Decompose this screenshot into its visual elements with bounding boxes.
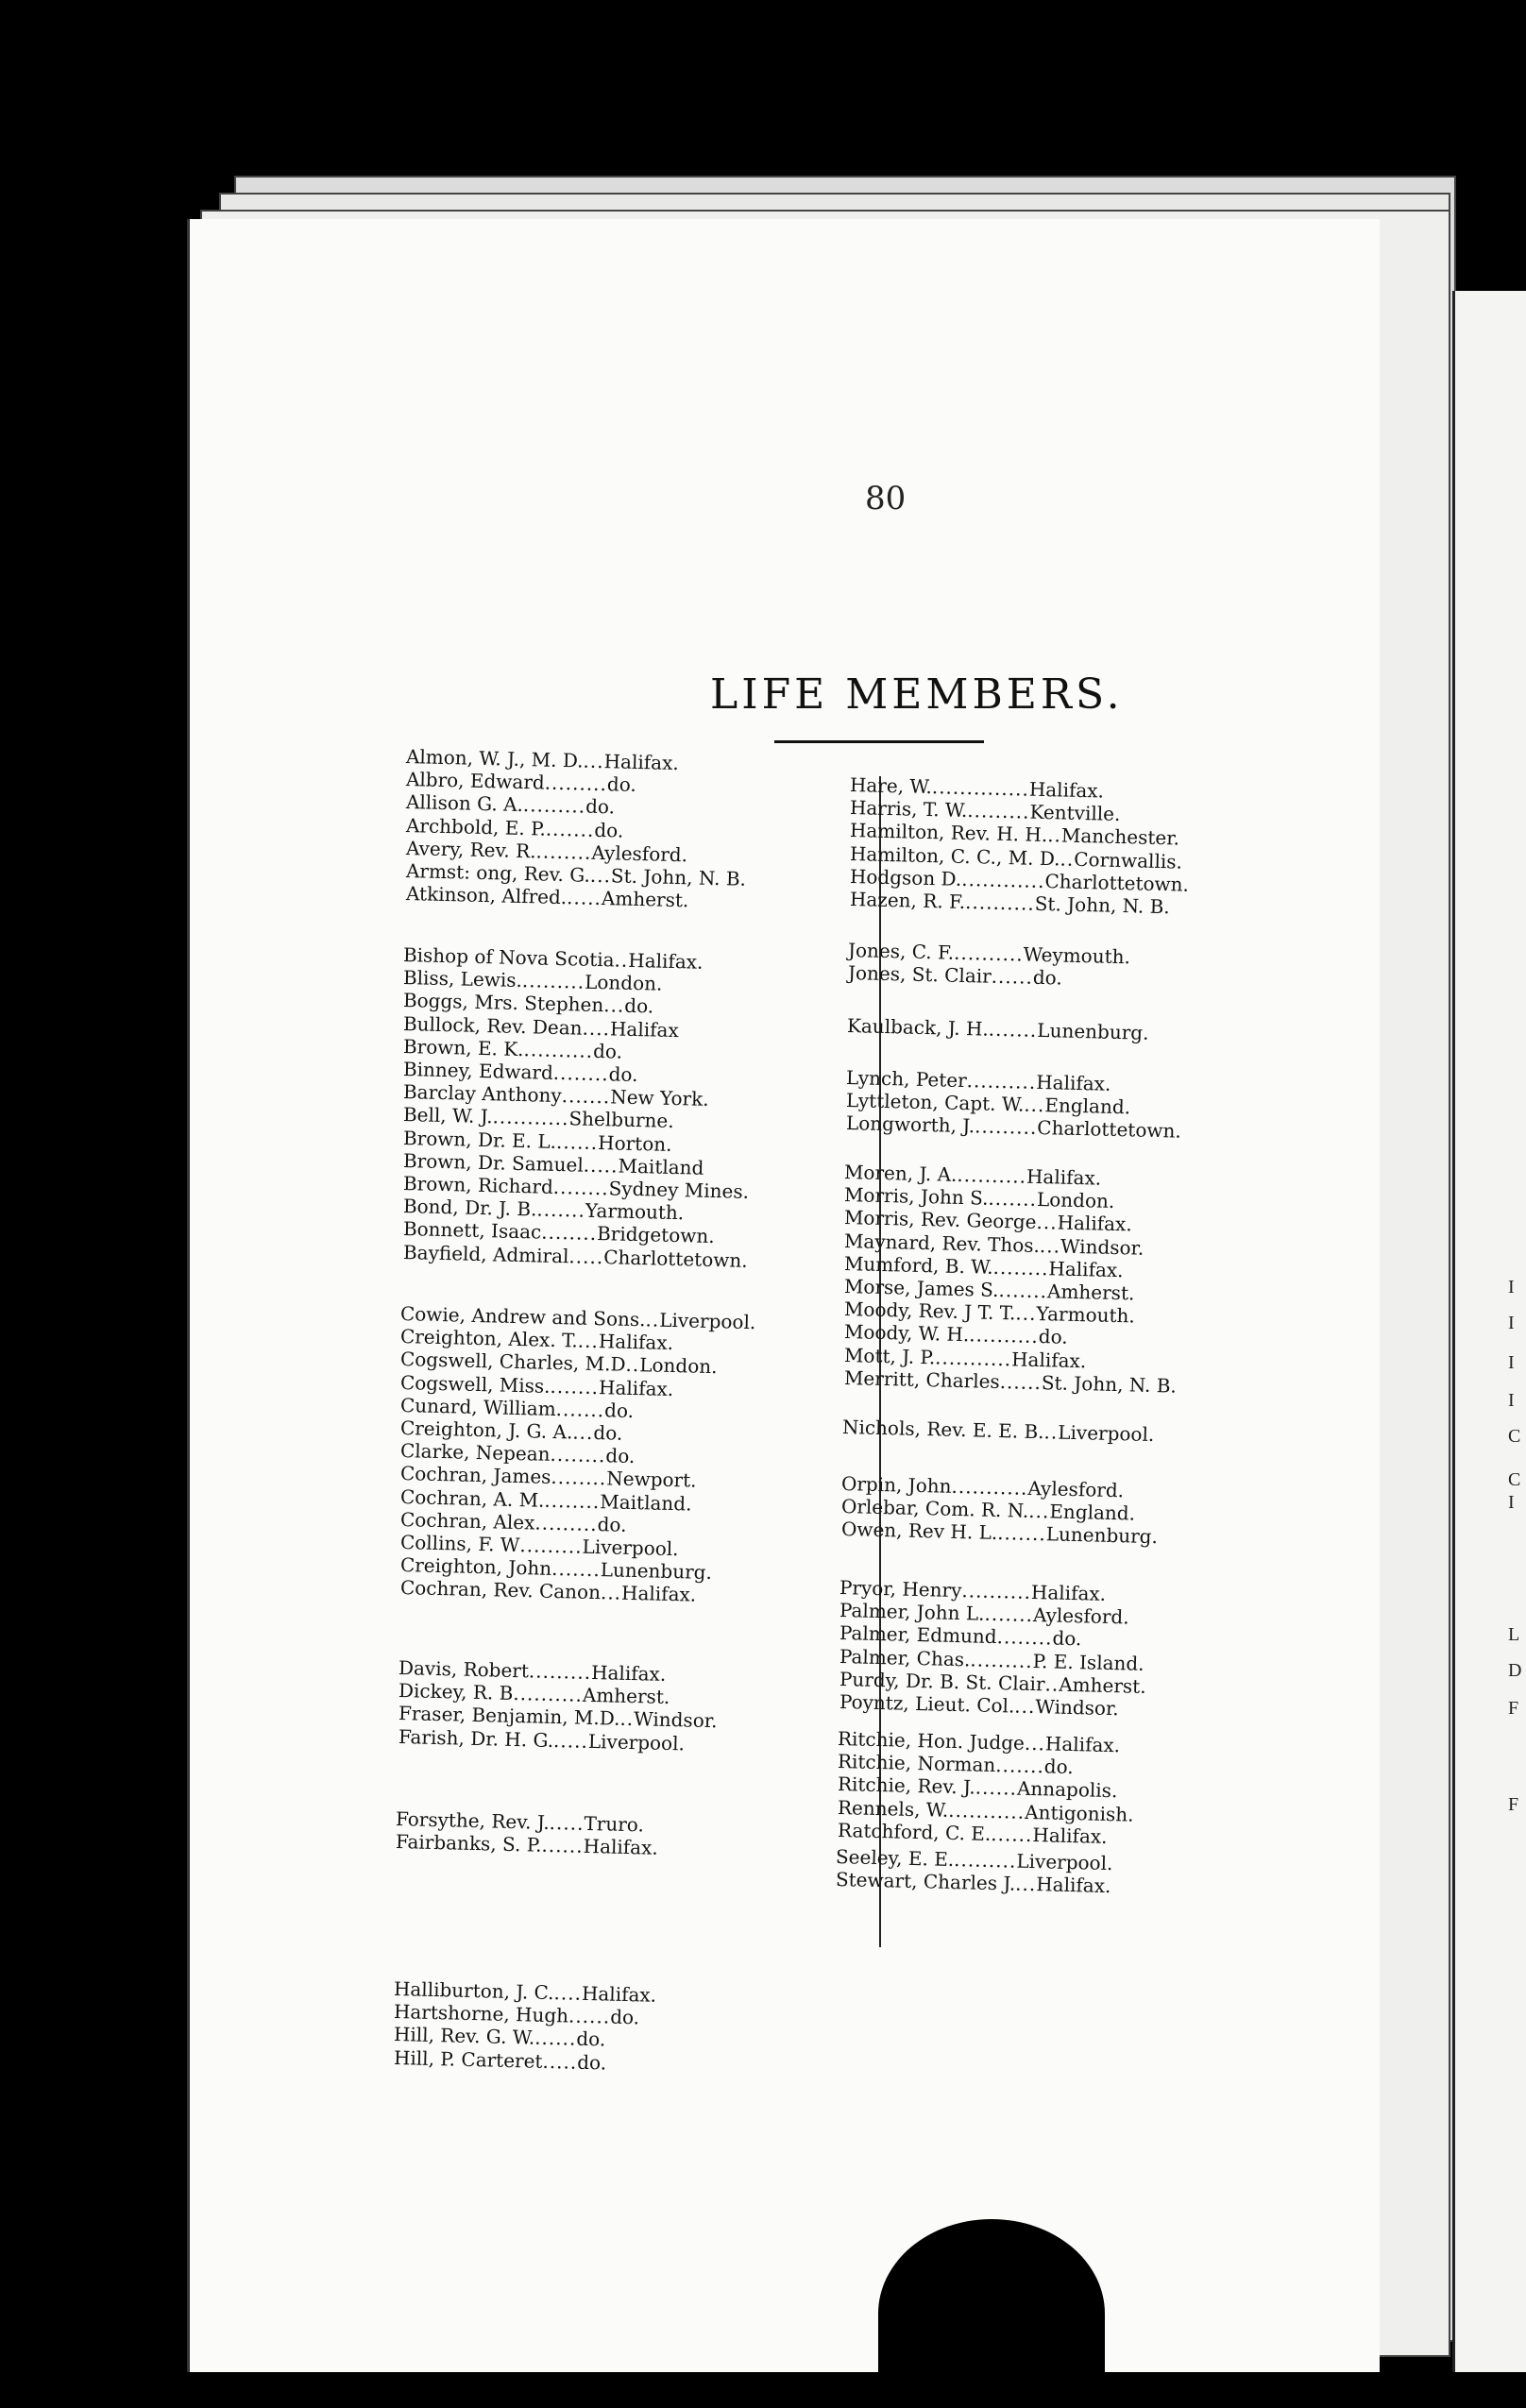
leader-dots: ......... xyxy=(521,969,585,993)
member-name: Bell, W. J. xyxy=(402,1103,493,1128)
member-name: Palmer, John L. xyxy=(839,1599,985,1625)
leader-dots: ....... xyxy=(984,1602,1034,1627)
member-name: Dickey, R. B xyxy=(398,1679,514,1705)
member-name: Pryor, Henry xyxy=(839,1576,962,1603)
member-place: Halifax. xyxy=(620,1582,697,1607)
leader-dots: ......... xyxy=(519,1534,583,1558)
facing-page-letter: D xyxy=(1508,1660,1522,1681)
member-name: Ritchie, Norman xyxy=(837,1750,996,1777)
member-place: Windsor. xyxy=(1035,1695,1120,1721)
member-place: Liverpool. xyxy=(1057,1420,1155,1447)
member-name: Brown, Dr. Samuel xyxy=(402,1148,585,1177)
member-place: do. xyxy=(605,1444,636,1468)
member-name: Morris, John S. xyxy=(843,1183,989,1210)
member-name: Archbold, E. P. xyxy=(405,813,547,840)
member-place: Kentville. xyxy=(1029,800,1121,826)
member-name: Palmer, Edmund xyxy=(839,1621,997,1649)
member-name: Allison G. A. xyxy=(405,790,524,817)
member-place: Yarmouth. xyxy=(585,1198,685,1225)
member-name: Bishop of Nova Scotia xyxy=(402,943,615,972)
member-name: Lynch, Peter xyxy=(845,1066,967,1093)
member-place: Annapolis. xyxy=(1016,1777,1118,1803)
member-place: Weymouth. xyxy=(1023,942,1131,969)
member-place: Lunenburg. xyxy=(600,1558,713,1585)
title-underline xyxy=(774,740,984,743)
leader-dots: .. xyxy=(645,1308,660,1331)
leader-dots: ...... xyxy=(991,964,1034,989)
member-place: St. John, N. B. xyxy=(610,864,747,890)
leader-dots: .......... xyxy=(961,1579,1032,1603)
adjacent-page-edge xyxy=(1452,291,1526,2372)
member-place: Aylesford. xyxy=(1032,1603,1129,1629)
member-name: Morris, Rev. George xyxy=(843,1206,1037,1234)
leader-dots: ... xyxy=(1015,1301,1037,1326)
member-name: Boggs, Mrs. Stephen xyxy=(402,989,604,1017)
leader-dots: .......... xyxy=(957,1162,1027,1188)
member-name: Cochran, Alex xyxy=(399,1507,535,1535)
leader-dots: ....... xyxy=(995,1754,1045,1778)
member-place: Sydney Mines. xyxy=(608,1177,750,1203)
member-name: Bonnett, Isaac xyxy=(402,1217,542,1244)
leader-dots: ......... xyxy=(522,793,586,819)
facing-page-letter: I xyxy=(1508,1277,1515,1297)
member-place: Newport. xyxy=(606,1467,697,1493)
member-name: Orpin, John xyxy=(840,1472,952,1498)
member-place: St. John, N. B. xyxy=(1041,1370,1178,1398)
leader-dots: ....... xyxy=(555,1397,605,1422)
member-entry xyxy=(394,2024,606,2049)
member-name: Halliburton, J. C. xyxy=(393,1977,554,2005)
member-name: Palmer, Chas. xyxy=(839,1644,971,1670)
member-name: Barclay Anthony xyxy=(402,1080,563,1108)
member-place: London. xyxy=(1036,1188,1115,1213)
leader-dots: .. xyxy=(1060,847,1075,871)
leader-dots: ...... xyxy=(975,1775,1018,1801)
leader-dots: .. xyxy=(1046,823,1062,847)
leader-dots: ........... xyxy=(934,1345,1012,1370)
leader-dots: ......... xyxy=(974,1114,1038,1140)
member-name: Bayfield, Admiral xyxy=(402,1240,569,1267)
leader-dots: ..... xyxy=(542,2049,578,2074)
member-place: Charlottetown. xyxy=(1044,869,1190,896)
member-entry xyxy=(394,2047,607,2073)
member-name: Ratchford, C. E. xyxy=(837,1818,992,1845)
leader-dots: ........... xyxy=(947,1798,1026,1823)
member-place: Windsor. xyxy=(1060,1234,1144,1260)
leader-dots: .............. xyxy=(931,775,1030,801)
member-name: Purdy, Dr. B. St. Clair xyxy=(839,1667,1045,1696)
member-place: do. xyxy=(593,1421,623,1445)
leader-dots: ... xyxy=(572,1420,594,1444)
leader-dots: .... xyxy=(553,1981,583,2005)
member-name: Cochran, James xyxy=(399,1462,551,1489)
member-place: do. xyxy=(1043,1755,1074,1779)
member-name: Jones, C. F. xyxy=(847,939,955,964)
member-name: Ritchie, Hon. Judge xyxy=(837,1727,1026,1755)
member-name: Hartshorne, Hugh xyxy=(393,2000,569,2027)
leader-dots: ........ xyxy=(544,1488,601,1513)
facing-page-letter: L xyxy=(1508,1624,1520,1645)
member-name: Rennels, W. xyxy=(837,1795,949,1822)
member-name: Cogswell, Miss. xyxy=(399,1370,551,1398)
member-entry xyxy=(848,962,1062,989)
member-place: Halifax. xyxy=(1010,1347,1087,1372)
leader-dots: ....... xyxy=(988,1017,1038,1042)
member-place: New York. xyxy=(609,1085,709,1111)
member-name: Clarke, Nepean xyxy=(399,1439,551,1467)
leader-dots: ... xyxy=(1039,1233,1061,1258)
leader-dots: ... xyxy=(1014,1872,1037,1896)
leader-dots: ... xyxy=(583,749,604,773)
facing-page-letter: F xyxy=(1508,1794,1519,1815)
member-name: Farish, Dr. H. G. xyxy=(398,1724,554,1752)
member-name: Cochran, Rev. Canon xyxy=(399,1576,602,1604)
member-name: Lyttleton, Capt. W. xyxy=(845,1089,1025,1116)
member-name: Jones, St. Clair xyxy=(847,961,992,988)
member-place: Halifax. xyxy=(603,750,680,775)
member-place: do. xyxy=(603,1399,635,1422)
member-place: Halifax. xyxy=(1032,1823,1108,1848)
leader-dots: ....... xyxy=(550,1374,600,1399)
member-name: Davis, Robert xyxy=(398,1656,530,1683)
member-place: England. xyxy=(1049,1500,1136,1525)
member-place: Yarmouth. xyxy=(1036,1302,1136,1328)
member-name: Creighton, Alex. T. xyxy=(399,1325,579,1352)
member-place: Aylesford. xyxy=(591,840,688,867)
leader-dots: ....... xyxy=(551,1557,602,1582)
leader-dots: ........... xyxy=(951,1474,1028,1500)
leader-dots: ........ xyxy=(550,1443,606,1467)
member-place: Halifax. xyxy=(1044,1732,1121,1757)
member-name: Longworth, J. xyxy=(845,1111,975,1138)
member-place: Liverpool. xyxy=(582,1535,679,1561)
member-name: Collins, F. W xyxy=(399,1531,520,1557)
member-name: Bond, Dr. J. B. xyxy=(402,1195,537,1221)
member-name: Nichols, Rev. E. E. B. xyxy=(841,1416,1044,1444)
member-place: Liverpool. xyxy=(587,1729,686,1755)
leader-dots: .... xyxy=(582,1016,611,1040)
member-place: Halifax. xyxy=(1035,1070,1111,1095)
member-place: Halifax. xyxy=(583,1835,659,1859)
leader-dots: ...... xyxy=(999,1369,1043,1394)
member-name: Ritchie, Rev. J. xyxy=(837,1772,976,1799)
member-place: Amherst. xyxy=(582,1683,670,1709)
member-place: England. xyxy=(1044,1094,1131,1119)
leader-dots: ........ xyxy=(552,1175,609,1200)
leader-dots: ....... xyxy=(988,1186,1038,1212)
member-name: Harris, T. W. xyxy=(849,796,968,822)
member-place: do. xyxy=(585,795,616,819)
member-name: Armst: ong, Rev. G. xyxy=(405,859,591,887)
member-name: Merritt, Charles xyxy=(843,1365,1001,1393)
member-place: do. xyxy=(608,1062,638,1087)
leader-dots: ... xyxy=(1014,1694,1036,1719)
document-page xyxy=(187,219,1380,2372)
member-place: Halifax. xyxy=(598,1375,674,1400)
member-name: Bullock, Rev. Dean xyxy=(402,1011,583,1040)
member-name: Morse, James S. xyxy=(843,1275,999,1301)
member-place: do. xyxy=(597,1512,627,1536)
member-place: Halifax. xyxy=(628,948,704,974)
member-place: Halifax. xyxy=(1036,1873,1111,1898)
member-name: Bliss, Lewis. xyxy=(402,966,523,992)
leader-dots: ......... xyxy=(967,799,1030,823)
member-place: Liverpool. xyxy=(658,1308,756,1334)
leader-dots: ........ xyxy=(992,1255,1049,1280)
leader-dots: ........ xyxy=(552,1060,609,1086)
facing-page-letter: F xyxy=(1508,1698,1519,1719)
member-place: Charlottetown. xyxy=(602,1245,748,1272)
member-place: Halifax. xyxy=(1057,1211,1133,1236)
leader-dots: ....... xyxy=(996,1521,1047,1546)
member-name: Cochran, A. M. xyxy=(399,1484,545,1512)
member-place: Charlottetown. xyxy=(1037,1116,1182,1144)
member-name: Fairbanks, S. P. xyxy=(395,1830,542,1857)
leader-dots: .. xyxy=(1044,1672,1060,1696)
page-title: LIFE MEMBERS. xyxy=(710,670,1124,719)
leader-dots: ............ xyxy=(960,867,1045,892)
member-place: do. xyxy=(576,2027,606,2051)
leader-dots: ......... xyxy=(953,1848,1017,1873)
member-name: Hamilton, C. C., M. D. xyxy=(849,841,1060,871)
member-name: Kaulback, J. H. xyxy=(846,1014,990,1041)
member-name: Brown, Richard xyxy=(402,1172,554,1198)
member-place: do. xyxy=(1052,1626,1082,1651)
leader-dots: ......... xyxy=(544,771,608,796)
member-place: Halifax. xyxy=(581,1981,657,2007)
leader-dots: ........ xyxy=(996,1625,1053,1650)
leader-dots: ...... xyxy=(991,1822,1033,1846)
member-place: Amherst. xyxy=(1046,1280,1135,1305)
member-name: Almon, W. J., M. D. xyxy=(405,745,584,772)
leader-dots: ...... xyxy=(541,1833,584,1858)
member-place: do. xyxy=(577,2050,607,2075)
leader-dots: ... xyxy=(1024,1731,1046,1755)
member-place: Halifax. xyxy=(1030,1580,1107,1605)
member-name: Mott, J. P. xyxy=(843,1343,936,1368)
leader-dots: ....... xyxy=(561,1084,611,1109)
member-name: Hodgson D. xyxy=(849,864,962,890)
member-place: St. John, N. B. xyxy=(1034,891,1170,919)
leader-dots: ....... xyxy=(998,1279,1048,1303)
member-name: Hamilton, Rev. H. H. xyxy=(849,819,1048,847)
member-name: Moren, J. A. xyxy=(843,1161,958,1186)
member-name: Hare, W. xyxy=(849,773,933,799)
member-place: Manchester. xyxy=(1060,823,1180,850)
member-place: Halifax. xyxy=(1048,1257,1124,1282)
member-name: Binney, Edward xyxy=(402,1058,554,1084)
member-place: Aylesford. xyxy=(1027,1476,1125,1502)
leader-dots: ..... xyxy=(568,1244,604,1268)
member-name: Moody, Rev. J T. T. xyxy=(843,1297,1016,1325)
member-place: Lunenburg. xyxy=(1045,1522,1159,1549)
leader-dots: .. xyxy=(625,1353,640,1377)
member-name: Brown, E. K. xyxy=(402,1034,524,1060)
facing-page-letter: I xyxy=(1508,1390,1515,1411)
leader-dots: ....... xyxy=(536,1197,586,1222)
leader-dots: ......... xyxy=(534,1511,598,1535)
leader-dots: ... xyxy=(1024,1093,1045,1117)
member-place: Horton. xyxy=(597,1130,672,1156)
leader-dots: ........... xyxy=(492,1105,569,1130)
leader-dots: ... xyxy=(600,1581,622,1605)
member-name: Cowie, Andrew and Sons. xyxy=(399,1302,646,1331)
leader-dots: .......... xyxy=(964,890,1036,915)
member-name: Creighton, J. G. A. xyxy=(399,1416,573,1444)
leader-dots: ......... xyxy=(528,1659,592,1684)
member-place: London. xyxy=(584,970,663,995)
member-name: Mumford, B. W. xyxy=(843,1251,993,1279)
member-place: Bridgetown. xyxy=(596,1222,715,1248)
member-place: do. xyxy=(624,994,654,1018)
member-place: Halifax. xyxy=(1026,1164,1102,1190)
member-place: do. xyxy=(1038,1325,1068,1349)
leader-dots: ...... xyxy=(555,1129,599,1154)
member-place: Cornwallis. xyxy=(1073,847,1183,873)
member-place: Amherst. xyxy=(1058,1672,1146,1698)
leader-dots: ... xyxy=(602,993,625,1018)
member-place: Halifax xyxy=(609,1016,680,1042)
leader-dots: ... xyxy=(1036,1211,1058,1234)
member-place: Windsor. xyxy=(633,1707,718,1733)
leader-dots: ... xyxy=(577,1329,600,1353)
leader-dots: ..... xyxy=(566,886,602,910)
member-place: Liverpool. xyxy=(1016,1849,1113,1875)
member-place: Halifax. xyxy=(1028,777,1105,803)
leader-dots: ... xyxy=(1028,1500,1050,1523)
leader-dots: ....... xyxy=(545,817,595,841)
facing-page-letter: I xyxy=(1508,1352,1515,1373)
leader-dots: .......... xyxy=(966,1069,1037,1094)
scan-artifact xyxy=(878,2219,1105,2408)
member-name: Maynard, Rev. Thos. xyxy=(843,1229,1041,1257)
leader-dots: .......... xyxy=(523,1037,594,1062)
leader-dots: ......... xyxy=(970,1647,1033,1672)
facing-page-letter: C xyxy=(1508,1469,1521,1490)
member-name: Albro, Edward xyxy=(405,768,546,794)
member-name: Atkinson, Alfred. xyxy=(405,882,568,909)
facing-page-letter: I xyxy=(1508,1313,1515,1333)
leader-dots: ........ xyxy=(541,1220,598,1246)
member-name: Cogswell, Charles, M.D xyxy=(399,1348,626,1377)
member-place: Antigonish. xyxy=(1024,1800,1134,1826)
leader-dots: .. xyxy=(1043,1420,1059,1444)
leader-dots: ..... xyxy=(583,1153,619,1178)
leader-dots: ...... xyxy=(534,2026,577,2051)
leader-dots: .......... xyxy=(953,941,1025,966)
facing-page-letter: C xyxy=(1508,1426,1521,1447)
member-place: P. E. Island. xyxy=(1032,1649,1144,1675)
member-name: Hill, P. Carteret xyxy=(393,2045,543,2073)
member-name: Stewart, Charles J. xyxy=(835,1868,1016,1895)
member-place: Maitland. xyxy=(600,1489,692,1516)
member-name: Forsythe, Rev. J. xyxy=(395,1807,551,1834)
leader-dots: ... xyxy=(589,863,612,888)
member-place: do. xyxy=(594,818,624,842)
member-name: Brown, Dr. E. L. xyxy=(402,1126,557,1153)
member-name: Creighton, John xyxy=(399,1553,552,1581)
leader-dots: ..... xyxy=(549,1810,585,1835)
leader-dots: ........ xyxy=(551,1466,607,1490)
member-place: Halifax. xyxy=(590,1660,667,1686)
leader-dots: ...... xyxy=(568,2004,611,2028)
member-name: Poyntz, Lieut. Col. xyxy=(839,1690,1015,1718)
member-name: Hazen, R. F. xyxy=(849,888,966,913)
member-place: do. xyxy=(592,1039,623,1063)
facing-page-letter: I xyxy=(1508,1492,1515,1513)
member-place: do. xyxy=(1032,965,1063,990)
member-name: Orlebar, Com. R. N. xyxy=(840,1495,1029,1523)
member-place: Truro. xyxy=(584,1811,645,1837)
member-name: Fraser, Benjamin, M.D. xyxy=(398,1702,620,1731)
member-place: Halifax. xyxy=(598,1330,674,1355)
leader-dots: .......... xyxy=(513,1682,584,1706)
member-place: do. xyxy=(609,2005,640,2029)
member-name: Moody, W. H. xyxy=(843,1320,970,1347)
member-name: Seeley, E. E. xyxy=(835,1845,955,1872)
leader-dots: .......... xyxy=(968,1323,1040,1348)
leader-dots: .. xyxy=(614,948,629,972)
member-place: do. xyxy=(606,772,637,797)
member-name: Hill, Rev. G. W. xyxy=(393,2023,535,2050)
member-place: London. xyxy=(638,1353,718,1379)
member-name: Cunard, William xyxy=(399,1393,556,1420)
member-name: Avery, Rev. R. xyxy=(405,836,536,863)
page-number: 80 xyxy=(865,480,907,517)
member-place: Lunenburg. xyxy=(1037,1018,1149,1044)
member-place: Amherst. xyxy=(601,887,689,912)
leader-dots: .. xyxy=(619,1707,635,1731)
leader-dots: ........ xyxy=(535,839,592,864)
member-place: Shelburne. xyxy=(568,1107,674,1133)
member-name: Owen, Rev H. L. xyxy=(840,1518,998,1545)
member-entry xyxy=(406,791,616,817)
member-place: Maitland xyxy=(618,1154,704,1179)
leader-dots: ..... xyxy=(552,1728,589,1753)
